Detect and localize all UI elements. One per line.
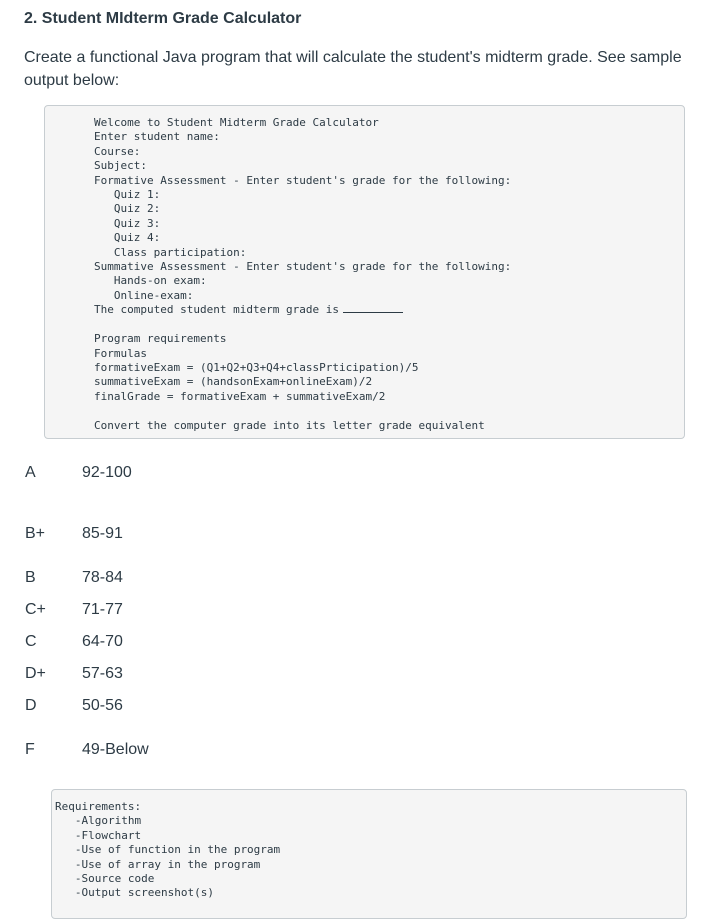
code-line: Course: <box>94 144 141 158</box>
grade-letter: F <box>25 741 35 758</box>
grade-range: 57-63 <box>82 665 123 682</box>
grade-letter: B+ <box>25 525 46 542</box>
grade-letter: D <box>25 697 37 714</box>
code-line: Quiz 4: <box>94 231 161 245</box>
code-line: Quiz 3: <box>94 216 161 230</box>
requirement-item: -Use of function in the program <box>74 843 281 857</box>
code-line: Class participation: <box>94 245 247 259</box>
grade-range: 64-70 <box>82 633 123 650</box>
requirement-item: -Output screenshot(s) <box>74 886 214 900</box>
grade-letter: D+ <box>25 665 46 682</box>
code-line: Enter student name: <box>94 130 220 144</box>
requirement-item: -Source code <box>74 872 155 886</box>
sample-output-code <box>94 116 511 433</box>
grade-range: 50-56 <box>82 697 123 714</box>
code-line: Welcome to Student Midterm Grade Calculator <box>94 116 379 129</box>
grade-letter: C+ <box>25 601 46 618</box>
formula-line: finalGrade = formativeExam + summativeExam/2 <box>94 389 386 403</box>
grade-range: 71-77 <box>82 601 123 618</box>
requirements-box <box>51 789 687 919</box>
code-line: Quiz 2: <box>94 202 161 216</box>
code-line: Hands-on exam: <box>94 274 207 288</box>
grade-letter: C <box>25 633 37 650</box>
grade-range: 49-Below <box>82 741 149 758</box>
blank-underline <box>343 303 403 313</box>
formula-line: summativeExam = (handsonExam+onlineExam)/2 <box>94 375 373 389</box>
formula-line: formativeExam = (Q1+Q2+Q3+Q4+classPrticipation)/5 <box>94 360 419 374</box>
requirements-code <box>55 800 280 901</box>
code-line: Online-exam: <box>94 288 194 302</box>
intro-text: Create a functional Java program that will calculate the student's midterm grade. See sample output below: <box>24 49 682 89</box>
sample-output-box <box>44 105 685 439</box>
grade-letter: A <box>25 464 36 481</box>
requirement-item: -Use of array in the program <box>74 857 261 871</box>
requirement-item: -Flowchart <box>74 828 142 842</box>
code-line: Subject: <box>94 159 147 173</box>
requirement-item: -Algorithm <box>74 814 142 828</box>
code-line: Quiz 1: <box>94 188 161 202</box>
program-requirements-heading: Program requirements <box>94 332 227 346</box>
formulas-heading: Formulas <box>94 346 147 360</box>
grade-range: 85-91 <box>82 525 123 542</box>
code-line: Summative Assessment - Enter student's grade for the following: <box>94 260 512 274</box>
requirements-heading: Requirements: <box>55 800 142 813</box>
grade-range: 78-84 <box>82 569 123 586</box>
computed-grade-line: The computed student midterm grade is <box>94 303 340 317</box>
grade-range: 92-100 <box>82 464 132 481</box>
page-title: 2. Student MIdterm Grade Calculator <box>24 10 302 27</box>
code-line: Formative Assessment - Enter student's grade for the following: <box>94 173 512 187</box>
convert-grade-line: Convert the computer grade into its letter grade equivalent <box>94 418 485 432</box>
grade-letter: B <box>25 569 36 586</box>
